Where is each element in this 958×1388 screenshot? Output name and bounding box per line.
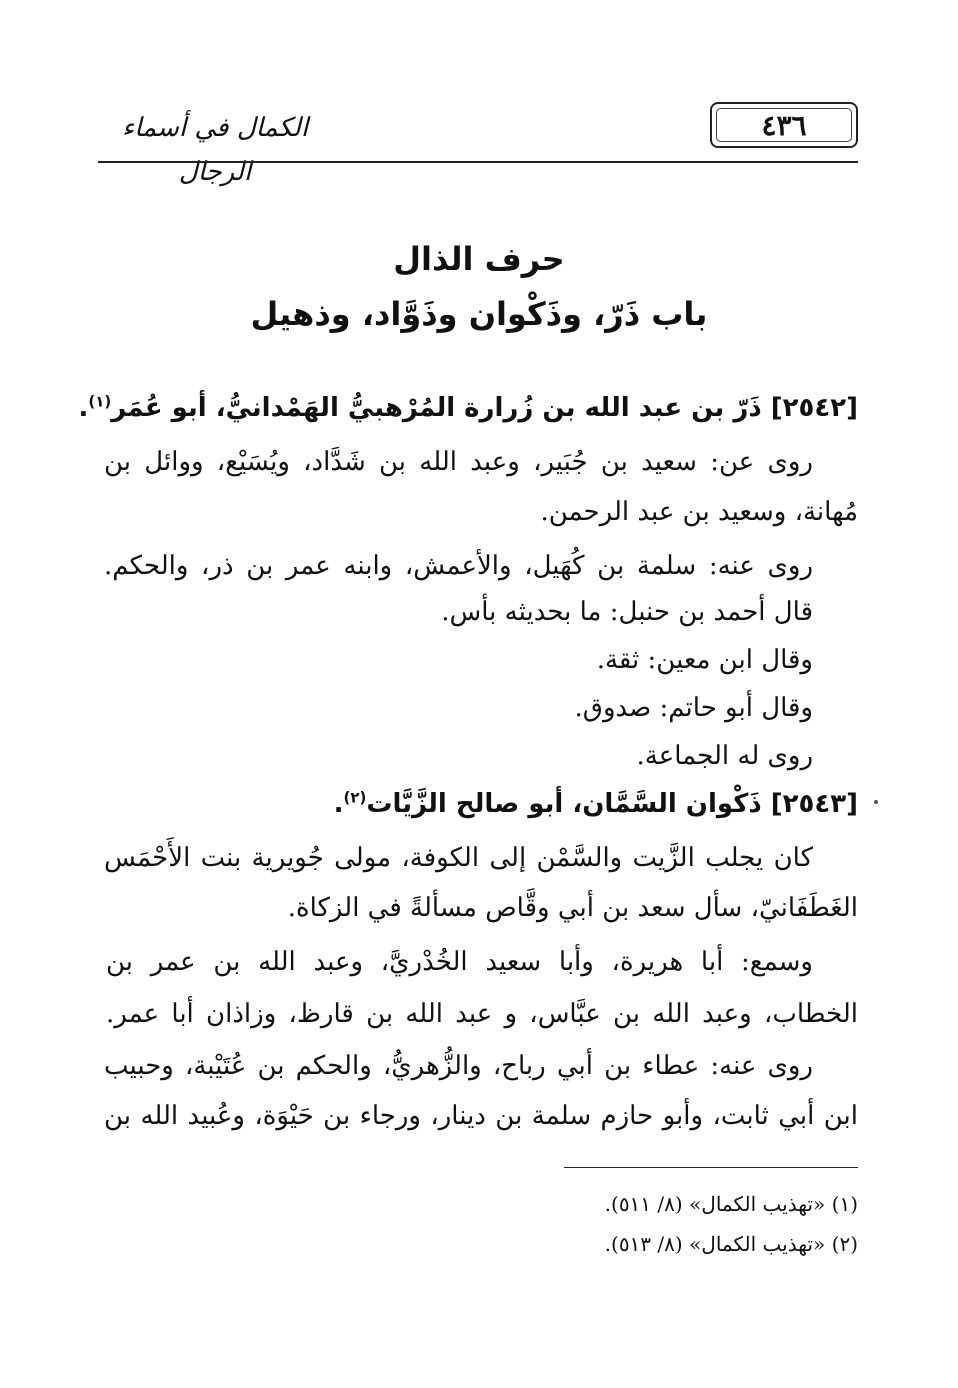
footnote-divider	[564, 1167, 858, 1168]
entry-heading-2543	[102, 784, 858, 824]
margin-dot	[874, 800, 878, 804]
chapter-subtitle: باب ذَرّ، وذَكْوان وذَوَّاد، وذهيل	[250, 295, 708, 333]
body-line: وقال أبو حاتم: صدوق.	[574, 693, 813, 723]
entry-heading-end: .	[333, 789, 344, 819]
body-line: الغَطَفَانيّ، سأل سعد بن أبي وقَّاص مسألةً في الزكاة.	[287, 893, 858, 923]
body-line: الخطاب، وعبد الله بن عبَّاس، و عبد الله بن قارظ، وزاذان أبا عمر.	[106, 999, 858, 1029]
body-line: ابن أبي ثابت، وأبو حازم سلمة بن دينار، ورجاء بن حَيْوَة، وعُبيد الله بن	[104, 1101, 858, 1131]
entry-heading-text: [٢٥٤٢] ذَرّ بن عبد الله بن زُرارة المُرْهبيُّ الهَمْدانيُّ، أبو عُمَر	[111, 393, 858, 423]
chapter-title: حرف الذال	[393, 240, 565, 278]
body-line: روى عن: سعيد بن جُبَير، وعبد الله بن شَدَّاد، ويُسَيْع، ووائل بن	[104, 447, 813, 477]
body-line: روى عنه: عطاء بن أبي رباح، والزُّهريُّ، والحكم بن عُتَيْبة، وحبيب	[104, 1051, 813, 1081]
body-line: وقال ابن معين: ثقة.	[596, 645, 813, 675]
header-divider	[98, 161, 858, 163]
body-line: روى له الجماعة.	[636, 741, 813, 771]
body-line: قال أحمد بن حنبل: ما بحديثه بأس.	[441, 597, 813, 627]
entry-heading-text: [٢٥٤٣] ذَكْوان السَّمَّان، أبو صالح الزَّيَّات	[366, 789, 858, 819]
footnote-2: (٢) «تهذيب الكمال» (٨/ ٥١٣).	[604, 1232, 858, 1256]
footnote-ref[interactable]: (١)	[88, 392, 112, 411]
body-line: وسمع: أبا هريرة، وأبا سعيد الخُدْريَّ، وعبد الله بن عمر بن	[106, 947, 813, 977]
body-line: مُهانة، وسعيد بن عبد الرحمن.	[540, 497, 858, 527]
footnote-1: (١) «تهذيب الكمال» (٨/ ٥١١).	[604, 1192, 858, 1216]
entry-heading-end: .	[78, 393, 89, 423]
body-line: روى عنه: سلمة بن كُهَيل، والأعمش، وابنه عمر بن ذر، والحكم.	[104, 551, 813, 581]
page-number-frame	[710, 102, 858, 148]
book-title-calligraphy: الكمال في أسماء الرجال	[121, 113, 309, 187]
entry-heading-2542	[78, 388, 858, 428]
page-number: ٤٣٦	[761, 109, 807, 142]
body-line: كان يجلب الزَّيت والسَّمْن إلى الكوفة، مولى جُويرية بنت الأَحْمَس	[104, 843, 813, 873]
footnote-ref[interactable]: (٢)	[343, 788, 367, 807]
